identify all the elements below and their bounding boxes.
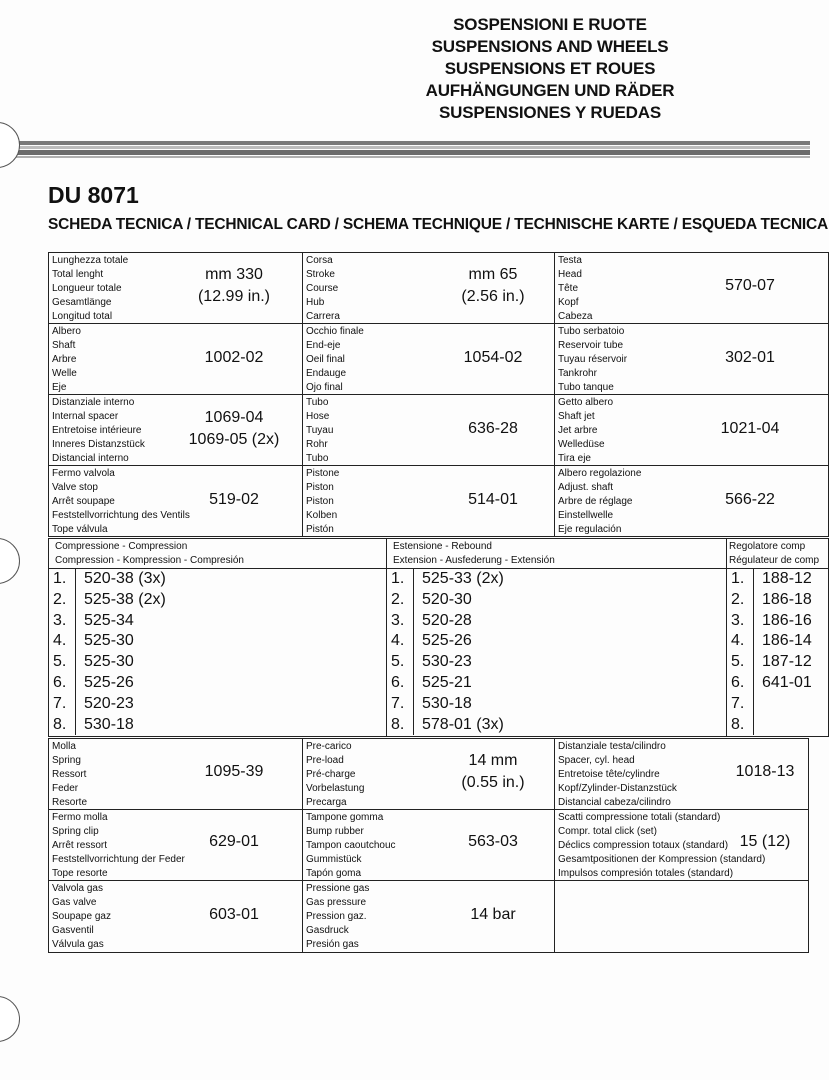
spec-label: Hose [306,411,330,422]
spec-label: Tuyau [306,425,334,436]
stack-item-code: 530-18 [422,694,472,712]
spec-value: 570-07 [725,277,775,294]
spec-label: Arrêt soupape [52,496,115,507]
stack-item [387,652,726,673]
spec-value: 1002-02 [204,348,264,366]
stack-item [727,715,828,736]
stack-item [727,611,828,632]
spec-label: Entretoise intérieure [52,425,142,436]
spec-label: Entretoise tête/cylindre [558,769,660,780]
header-rule [0,150,810,155]
spec-label: Gas valve [52,897,97,908]
spec-cell [555,395,829,466]
spec-label: Ojo final [306,382,343,393]
stack-item-number: 4. [727,631,754,652]
spec-label: Eje regulación [558,524,622,535]
spec-value: 563-03 [468,833,518,850]
spec-label: Tira eje [558,453,591,464]
spec-label: Soupape gaz [52,911,111,922]
stack-item [49,611,386,632]
rebound-header-line: Extension - Ausfederung - Extensión [393,555,555,566]
regulator-header-line: Regolatore comp [729,541,806,552]
compression-header [49,539,387,569]
spec-cell [49,395,303,466]
spec-label: Arbre de réglage [558,496,633,507]
stack-item-number: 8. [49,715,76,736]
spec-label: Pistón [306,524,334,535]
stack-item-number: 5. [49,652,76,673]
spec-value: 636-28 [468,419,518,437]
stack-item-number: 8. [387,715,414,736]
spec-label: Distancial interno [52,453,129,464]
spec-label: Kopf/Zylinder-Distanzstück [558,783,677,794]
rebound-stack [387,569,727,737]
spec-label: Eje [52,382,67,393]
spec-label: Albero regolazione [558,468,642,479]
stack-item-code: 525-30 [84,632,134,650]
stack-item [49,569,386,590]
spec-label: Tope resorte [52,868,108,879]
stack-item [727,631,828,652]
spec-value: 1095-39 [204,763,264,780]
rebound-header [387,539,727,569]
section-title-fr: SUSPENSIONS ET ROUES [444,59,656,78]
spec-cell [303,739,555,810]
spec-cell [555,881,809,953]
stack-item-number: 3. [49,611,76,632]
stack-item-number: 7. [727,694,754,715]
spec-cell [555,810,809,881]
spec-label: Pistone [306,468,340,479]
spec-label: Gas pressure [306,897,367,908]
stack-item [387,590,726,611]
spec-cell [303,253,555,324]
spec-label: Distanziale testa/cilindro [558,741,666,752]
spec-label: Arbre [52,354,77,365]
spec-label: Gasventil [52,925,94,936]
spec-label: Corsa [306,255,333,266]
spec-label: Valve stop [52,482,98,493]
binder-hole [0,122,20,168]
stack-item-code: 530-18 [84,715,134,733]
spec-cell [49,810,303,881]
spec-cell [303,395,555,466]
section-title-en: SUSPENSIONS AND WHEELS [431,37,669,56]
stack-item [727,569,828,590]
model-number: DU 8071 [48,182,139,208]
spec-row [49,253,829,324]
spec-value: (0.55 in.) [461,774,525,791]
spec-label: Kopf [558,297,579,308]
section-title-de: AUFHÄNGUNGEN UND RÄDER [425,81,675,100]
spec-label: Gummistück [306,854,362,865]
spec-label: Welledüse [558,439,605,450]
spec-label: Tubo tanque [558,382,614,393]
spec-label: Internal spacer [52,411,119,422]
spec-value: 603-01 [209,906,259,923]
stack-item-code: 186-14 [762,632,812,650]
stack-item-code: 520-38 (3x) [84,570,166,587]
stack-item-code: 520-28 [422,611,472,629]
spec-row [49,395,829,466]
spec-cell [303,881,555,953]
stack-item-code: 520-30 [422,590,472,608]
spec-label: Pressione gas [306,883,370,894]
stack-item-number: 5. [727,652,754,673]
spec-label: Shaft jet [558,411,595,422]
binder-hole [0,996,20,1042]
stack-item [387,569,726,590]
spec-label: Tankrohr [558,368,597,379]
stack-item-code: 641-01 [762,673,812,691]
spec-label: Welle [52,368,77,379]
spec-cell [49,253,303,324]
stack-item-number: 1. [49,569,76,590]
spec-value: mm 330 [205,266,263,283]
spec-value: 519-02 [209,490,259,508]
stack-item-number: 6. [727,673,754,694]
header-rule [0,156,810,158]
spec-label: Valvola gas [52,883,103,894]
spec-label: Longitud total [52,311,113,322]
spec-label: Tubo serbatoio [558,326,625,337]
stack-item-number: 5. [387,652,414,673]
spec-label: Adjust. shaft [558,482,614,493]
regulator-header-line: Régulateur de comp [729,555,820,566]
header-rule [0,141,810,145]
stack-item [387,673,726,694]
spec-label: Endauge [306,368,347,379]
section-title-block [400,14,700,124]
stack-item-number: 6. [49,673,76,694]
stack-item-code: 525-26 [84,673,134,691]
spec-label: Tampone gomma [306,812,384,823]
spec-label: Longueur totale [52,283,122,294]
spec-row [49,324,829,395]
spec-label: Reservoir tube [558,340,624,351]
stack-item [49,694,386,715]
stack-item [387,715,726,736]
stack-item-code: 530-23 [422,653,472,671]
spec-cell [49,466,303,537]
stack-item [727,652,828,673]
spec-label: Fermo valvola [52,468,115,479]
header-rule [0,146,810,149]
spec-label: End-eje [306,340,341,351]
spec-label: Tubo [306,397,329,408]
spec-label: Bump rubber [306,826,364,837]
stack-item-number: 7. [49,694,76,715]
spec-value: (12.99 in.) [197,288,271,305]
spec-label: Testa [558,255,582,266]
spec-label: Déclics compression totaux (standard) [558,840,729,851]
stack-item-number: 2. [49,590,76,611]
stack-item-number: 2. [727,590,754,611]
spec-label: Spring clip [52,826,99,837]
stack-item [727,673,828,694]
stack-item-number: 4. [387,631,414,652]
spec-value: 629-01 [209,833,259,850]
compression-stack [49,569,387,737]
spec-label: Fermo molla [52,812,108,823]
stack-item [49,631,386,652]
spec-label: Tope válvula [52,524,108,535]
spec-value: 1069-04 [204,408,264,426]
stack-item-code: 520-23 [84,694,134,712]
spec-label: Carrera [306,311,340,322]
spec-label: Molla [52,741,76,752]
spec-label: Tampon caoutchouc [306,840,396,851]
spec-value: 14 mm [468,752,518,769]
stack-item-number: 1. [387,569,414,590]
spec-label: Tubo [306,453,329,464]
spec-cell [555,253,829,324]
spec-label: Pre-load [306,755,344,766]
spec-label: Stroke [306,269,335,280]
rebound-header-line: Estensione - Rebound [393,541,492,552]
spec-label: Rohr [306,439,328,450]
spec-row [49,810,809,881]
spec-label: Feder [52,783,79,794]
spec-label: Gesamtpositionen der Kompression (standard) [558,854,766,865]
spec-value: 566-22 [725,490,775,508]
stack-item [727,590,828,611]
spec-label: Arrêt ressort [52,840,108,851]
spec-row [49,881,809,953]
spec-label: Tapón goma [306,868,362,879]
spec-label: Impulsos compresión totales (standard) [558,868,734,879]
spec-label: Hub [306,297,325,308]
spec-cell [49,324,303,395]
stack-item [49,652,386,673]
spec-value: 1069-05 (2x) [188,430,280,448]
spec-label: Oeil final [306,354,345,365]
regulator-header [727,539,829,569]
spec-label: Occhio finale [306,326,364,337]
spec-label: Jet arbre [558,425,598,436]
spec-label: Course [306,283,339,294]
spec-label: Feststellvorrichtung des Ventils [52,510,190,521]
stack-item-number: 3. [727,611,754,632]
spec-value: mm 65 [468,266,518,283]
stack-item-code [754,694,762,715]
spec-cell [555,466,829,537]
stack-item-code [754,715,762,736]
spec-label: Shaft [52,340,76,351]
spec-value: 15 (12) [739,833,791,850]
spec-label: Piston [306,482,334,493]
stack-item-code: 188-12 [762,570,812,587]
spec-value: 302-01 [725,348,775,366]
spec-cell [49,881,303,953]
section-title-es: SUSPENSIONES Y RUEDAS [439,103,661,122]
stack-item-number: 6. [387,673,414,694]
stack-item [49,590,386,611]
spec-row [49,739,809,810]
spec-cell [303,324,555,395]
stack-item [387,611,726,632]
spec-label: Kolben [306,510,338,521]
spec-label: Einstellwelle [558,510,614,521]
binder-hole [0,538,20,584]
stack-item-code: 525-38 (2x) [84,590,166,608]
regulator-stack [727,569,829,737]
spec-label: Gesamtlänge [52,297,112,308]
spec-label: Gasdruck [306,925,349,936]
stack-item-number: 4. [49,631,76,652]
spec-label: Inneres Distanzstück [52,439,145,450]
stack-item [387,694,726,715]
spec-label: Lunghezza totale [52,255,129,266]
spec-row [49,466,829,537]
spec-value: (2.56 in.) [461,288,525,305]
card-title: SCHEDA TECNICA / TECHNICAL CARD / SCHEMA TECHNIQUE / TECHNISCHE KARTE / ESQUEDA TECNICA [48,216,829,233]
spec-cell [303,810,555,881]
stack-item [49,715,386,736]
spec-cell [303,466,555,537]
spec-cell [555,324,829,395]
spec-label: Albero [52,326,81,337]
specs-table-bottom [48,738,809,953]
spec-label: Tuyau réservoir [558,354,628,365]
spec-label: Feststellvorrichtung der Feder [52,854,185,865]
spec-label: Spring [52,755,81,766]
specs-table-top [48,252,829,537]
spec-label: Total lenght [52,269,104,280]
spec-label: Precarga [306,797,347,808]
spec-value: 14 bar [470,906,516,923]
spec-value: 1054-02 [463,348,523,366]
spec-label: Ressort [52,769,87,780]
spec-label: Resorte [52,797,88,808]
spec-cell [555,739,809,810]
spec-label: Piston [306,496,334,507]
spec-label: Spacer, cyl. head [558,755,635,766]
stack-item-number: 2. [387,590,414,611]
spec-label: Vorbelastung [306,783,365,794]
spec-label: Compr. total click (set) [558,826,657,837]
compression-header-line: Compression - Kompression - Compresión [55,555,244,566]
stack-item-number: 1. [727,569,754,590]
spec-label: Presión gas [306,939,359,950]
stack-item [387,631,726,652]
stack-item [727,694,828,715]
spec-label: Distancial cabeza/cilindro [558,797,671,808]
section-title-it: SOSPENSIONI E RUOTE [453,15,647,34]
valve-stack-table [48,538,829,737]
spec-value: 514-01 [468,490,518,508]
stack-item-number: 8. [727,715,754,736]
stack-item-number: 3. [387,611,414,632]
spec-label: Pre-carico [306,741,352,752]
spec-label: Válvula gas [52,939,104,950]
spec-label: Getto albero [558,397,614,408]
spec-label: Pression gaz. [306,911,367,922]
stack-item-code: 525-33 (2x) [422,570,504,587]
stack-item-code: 186-16 [762,611,812,629]
spec-label: Cabeza [558,311,593,322]
spec-label: Tête [558,283,579,294]
stack-item-code: 525-34 [84,611,134,629]
stack-item-code: 525-26 [422,632,472,650]
spec-label: Scatti compressione totali (standard) [558,812,721,823]
spec-label: Distanziale interno [52,397,135,408]
spec-label: Head [558,269,582,280]
stack-item-code: 578-01 (3x) [422,715,504,733]
stack-item-code: 525-30 [84,653,134,671]
stack-item-number: 7. [387,694,414,715]
spec-value: 1018-13 [735,763,795,780]
stack-item-code: 186-18 [762,590,812,608]
stack-item-code: 525-21 [422,673,472,691]
stack-item-code: 187-12 [762,653,812,671]
compression-header-line: Compressione - Compression [55,541,188,552]
spec-label: Pré-charge [306,769,356,780]
spec-value: 1021-04 [720,419,780,437]
spec-cell [49,739,303,810]
stack-item [49,673,386,694]
